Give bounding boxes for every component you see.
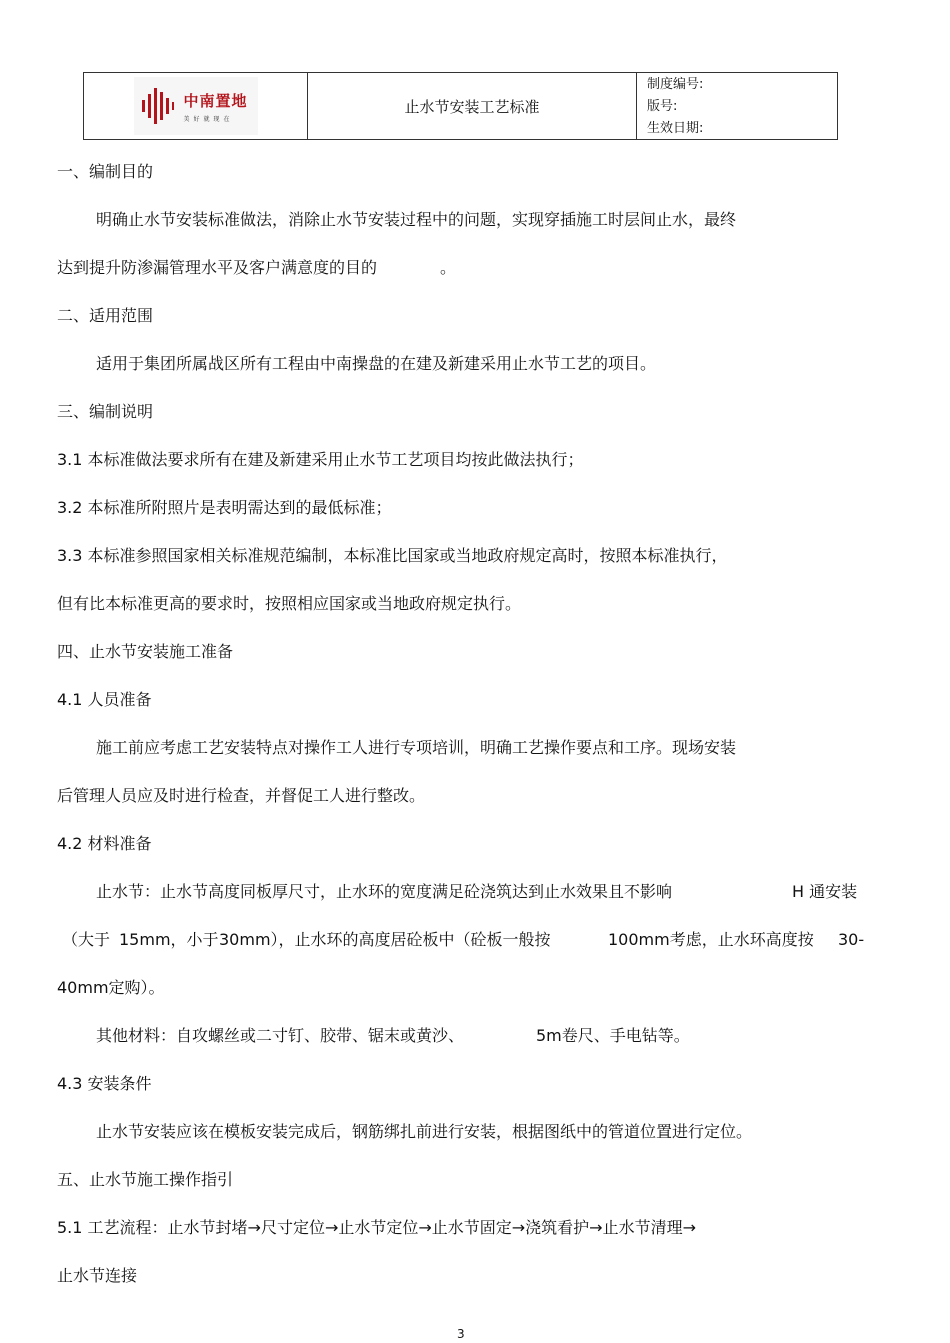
paragraph-fragment: H 通安装 (792, 882, 858, 901)
paragraph-line: 5.1 工艺流程：止水节封堵→尺寸定位→止水节定位→止水节固定→浇筑看护→止水节清理→ (57, 1218, 696, 1237)
section-heading-4: 四、止水节安装施工准备 (57, 642, 234, 661)
paragraph-line: 其他材料：自攻螺丝或二寸钉、胶带、锯末或黄沙、 (96, 1026, 465, 1045)
section-heading-2: 二、适用范围 (57, 306, 154, 325)
subsection-heading: 4.2 材料准备 (57, 834, 152, 853)
paragraph-line: 止水节：止水节高度同板厚尺寸，止水环的宽度满足砼浇筑达到止水效果且不影响 (96, 882, 673, 901)
paragraph-fragment: 100mm考虑，止水环高度按 (608, 930, 814, 949)
company-logo (134, 77, 258, 135)
logo-cell (84, 73, 308, 139)
page-number: 3 (457, 1327, 465, 1341)
logo-mark-icon (140, 86, 176, 126)
header-table (83, 72, 838, 140)
section-heading-3: 三、编制说明 (57, 402, 154, 421)
paragraph-line: 后管理人员应及时进行检查，并督促工人进行整改。 (57, 786, 426, 805)
paragraph-fragment: 5m卷尺、手电钻等。 (536, 1026, 690, 1045)
paragraph-fragment: 15mm，小于 (119, 930, 219, 949)
paragraph-line: 40mm定购）。 (57, 978, 165, 997)
paragraph-line: 明确止水节安装标准做法，消除止水节安装过程中的问题，实现穿插施工时层间止水，最终 (96, 210, 737, 229)
section-heading-5: 五、止水节施工操作指引 (57, 1170, 234, 1189)
document-title: 止水节安装工艺标准 (308, 73, 637, 139)
paragraph-line: 止水节安装应该在模板安装完成后，钢筋绑扎前进行安装，根据图纸中的管道位置进行定位。 (96, 1122, 753, 1141)
subsection-heading: 4.1 人员准备 (57, 690, 152, 709)
meta-version: 版号: (647, 99, 678, 114)
paragraph-line: 3.3 本标准参照国家相关标准规范编制，本标准比国家或当地政府规定高时，按照本标准执行， (57, 546, 728, 565)
paragraph-line: 3.2 本标准所附照片是表明需达到的最低标准； (57, 498, 392, 517)
paragraph-line: 达到提升防渗漏管理水平及客户满意度的目的 (57, 258, 378, 277)
paragraph-line: 适用于集团所属战区所有工程由中南操盘的在建及新建采用止水节工艺的项目。 (96, 354, 657, 373)
logo-name: 中南置地 (183, 91, 248, 110)
paragraph-period: 。 (440, 258, 457, 277)
paragraph-line: 3.1 本标准做法要求所有在建及新建采用止水节工艺项目均按此做法执行； (57, 450, 584, 469)
meta-cell (637, 73, 837, 139)
meta-effective-date: 生效日期: (647, 121, 704, 136)
paragraph-line: 止水节连接 (57, 1266, 138, 1285)
logo-slogan: 美好就现在 (183, 115, 234, 123)
paragraph-fragment: 30mm），止水环的高度居砼板中（砼板一般按 (219, 930, 551, 949)
paragraph-fragment: 30- (838, 930, 865, 949)
paragraph-fragment: （大于 (62, 930, 111, 949)
section-heading-1: 一、编制目的 (57, 162, 154, 181)
paragraph-line: 施工前应考虑工艺安装特点对操作工人进行专项培训，明确工艺操作要点和工序。现场安装 (96, 738, 737, 757)
paragraph-line: 但有比本标准更高的要求时，按照相应国家或当地政府规定执行。 (57, 594, 522, 613)
meta-doc-number: 制度编号: (647, 77, 704, 92)
subsection-heading: 4.3 安装条件 (57, 1074, 152, 1093)
